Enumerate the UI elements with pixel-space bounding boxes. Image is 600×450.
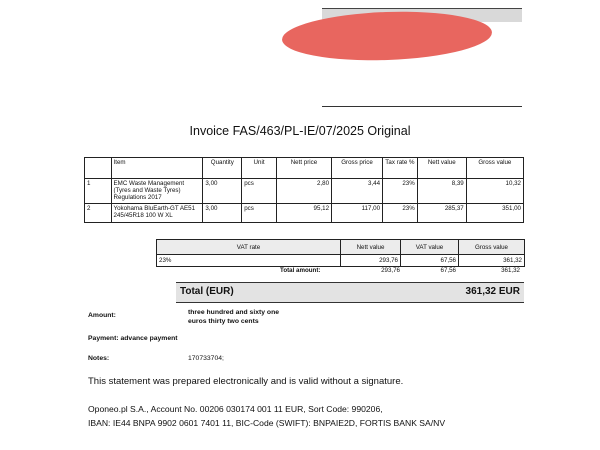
vat-rate-cell: 23% bbox=[157, 255, 341, 267]
bank-details-line1: Oponeo.pl S.A., Account No. 00206 030174 001 11 EUR, Sort Code: 990206, bbox=[88, 404, 383, 414]
amount-label: Amount: bbox=[88, 312, 116, 319]
cell-quantity: 3,00 bbox=[203, 179, 242, 204]
notes-value: 170733704; bbox=[188, 355, 224, 362]
items-header-row bbox=[85, 158, 524, 179]
table-row bbox=[85, 204, 524, 223]
vat-vat-cell: 67,56 bbox=[401, 255, 459, 267]
cell-item: EMC Waste Management (Tyres and Waste Tyres) Regulations 2017 bbox=[111, 179, 203, 204]
vat-summary-table bbox=[156, 239, 525, 267]
cell-nett-value: 8,39 bbox=[417, 179, 466, 204]
cell-gross-price: 117,00 bbox=[332, 204, 383, 223]
cell-gross-value: 10,32 bbox=[466, 179, 523, 204]
amount-words-line1: three hundred and sixty one bbox=[188, 309, 280, 316]
total-amount-vat: 67,56 bbox=[440, 267, 456, 274]
col-header-index bbox=[85, 158, 112, 179]
notes-label: Notes: bbox=[88, 355, 110, 362]
col-header-item: Item bbox=[111, 158, 203, 179]
vat-col-vat: VAT value bbox=[401, 240, 459, 255]
amount-words-line2: euros thirty two cents bbox=[188, 318, 259, 325]
vat-nett-cell: 293,76 bbox=[341, 255, 401, 267]
col-header-gross-price: Gross price bbox=[332, 158, 383, 179]
vat-gross-cell: 361,32 bbox=[459, 255, 525, 267]
cell-unit: pcs bbox=[242, 179, 277, 204]
payment-method: Payment: advance payment bbox=[88, 335, 178, 342]
col-header-gross-value: Gross value bbox=[466, 158, 523, 179]
total-eur-value: 361,32 EUR bbox=[465, 286, 520, 297]
cell-nett-value: 285,37 bbox=[417, 204, 466, 223]
total-amount-gross: 361,32 bbox=[501, 267, 520, 274]
col-header-nett-value: Nett value bbox=[417, 158, 466, 179]
cell-gross-price: 3,44 bbox=[332, 179, 383, 204]
electronic-statement: This statement was prepared electronically and is valid without a signature. bbox=[88, 376, 404, 387]
buyer-divider bbox=[322, 106, 522, 107]
bank-details-line2: IBAN: IE44 BNPA 9902 0601 7401 11, BIC-Code (SWIFT): BNPAIE2D, FORTIS BANK SA/NV bbox=[88, 418, 446, 428]
col-header-nett-price: Nett price bbox=[276, 158, 331, 179]
cell-unit: pcs bbox=[242, 204, 277, 223]
cell-tax-rate: 23% bbox=[383, 204, 418, 223]
vat-col-nett: Nett value bbox=[341, 240, 401, 255]
vat-col-rate: VAT rate bbox=[157, 240, 341, 255]
total-eur-bar bbox=[176, 282, 524, 303]
cell-tax-rate: 23% bbox=[383, 179, 418, 204]
col-header-quantity: Quantity bbox=[203, 158, 242, 179]
cell-gross-value: 351,00 bbox=[466, 204, 523, 223]
total-eur-label: Total (EUR) bbox=[180, 286, 234, 297]
vat-header-row bbox=[157, 240, 525, 255]
cell-nett-price: 95,12 bbox=[276, 204, 331, 223]
items-table bbox=[84, 157, 524, 223]
vat-col-gross: Gross value bbox=[459, 240, 525, 255]
total-amount-nett: 293,76 bbox=[381, 267, 400, 274]
vat-row bbox=[157, 255, 525, 267]
col-header-unit: Unit bbox=[242, 158, 277, 179]
bank-details bbox=[88, 402, 445, 430]
redaction-mark bbox=[281, 8, 493, 63]
cell-nett-price: 2,80 bbox=[276, 179, 331, 204]
cell-item: Yokohama BluEarth-GT AE51 245/45R18 100 W XL bbox=[111, 204, 203, 223]
table-row bbox=[85, 179, 524, 204]
total-amount-label: Total amount: bbox=[280, 267, 321, 274]
cell-index: 2 bbox=[85, 204, 112, 223]
cell-quantity: 3,00 bbox=[203, 204, 242, 223]
invoice-title: Invoice FAS/463/PL-IE/07/2025 Original bbox=[189, 124, 411, 138]
col-header-tax-rate: Tax rate % bbox=[383, 158, 418, 179]
cell-index: 1 bbox=[85, 179, 112, 204]
